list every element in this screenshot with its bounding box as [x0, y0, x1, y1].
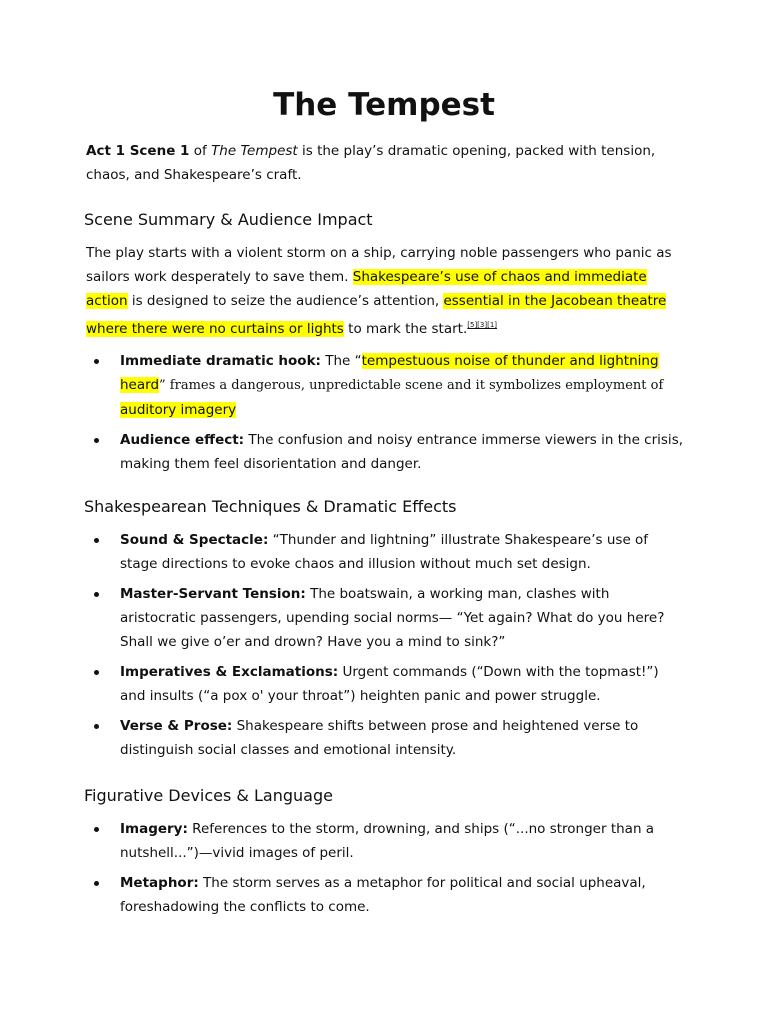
bullet-highlight: auditory imagery [120, 402, 237, 418]
bullet-text: The boatswain, a working man, clashes with aristocratic passengers, upending social norms— “Yet again? What do you here? Shall we give o’er and drown? Have you a mind to sink?” [120, 586, 665, 650]
intro-act: Act 1 Scene 1 [86, 143, 190, 159]
figurative-bullet-list [86, 817, 686, 919]
bullet-text: References to the storm, drowning, and ships (“...no stronger than a nutshell...”)—vivid images of peril. [120, 821, 655, 861]
techniques-bullet-list [86, 528, 686, 762]
intro-paragraph [86, 139, 686, 187]
bullet-text: Urgent commands (“Down with the topmast!”) and insults (“a pox o' your throat”) heighten panic and power struggle. [120, 664, 659, 704]
bullet-label: Immediate dramatic hook: [120, 353, 321, 369]
bullet-text: The confusion and noisy entrance immerse viewers in the crisis, making them feel disorientation and danger. [120, 432, 684, 472]
list-item [86, 871, 686, 919]
bullet-text: The storm serves as a metaphor for political and social upheaval, foreshadowing the conflicts to come. [120, 875, 646, 915]
summary-text-1: The play starts with a violent storm on a ship, carrying noble passengers who panic as sailors work desperately to save them. [86, 245, 672, 285]
summary-highlight-1: Shakespeare’s use of chaos and immediate action [86, 269, 647, 309]
bullet-text: The “ [320, 353, 362, 369]
section-heading-figurative: Figurative Devices & Language [84, 786, 333, 805]
bullet-icon [94, 670, 99, 675]
section-heading-techniques: Shakespearean Techniques & Dramatic Effects [84, 497, 457, 516]
list-item [86, 714, 686, 762]
bullet-icon [94, 881, 99, 886]
document-title: The Tempest [273, 87, 495, 123]
list-item [86, 428, 686, 476]
summary-highlight-2: essential in the Jacobean theatre where there were no curtains or lights [86, 293, 667, 337]
bullet-label: Metaphor: [120, 875, 199, 891]
intro-play-title: The Tempest [211, 143, 298, 159]
bullet-icon [94, 592, 99, 597]
summary-text-3: to mark the start. [343, 321, 468, 337]
bullet-icon [94, 724, 99, 729]
list-item [86, 817, 686, 865]
summary-text-2: is designed to seize the audience’s attention, [127, 293, 444, 309]
bullet-icon [94, 359, 99, 364]
bullet-label: Verse & Prose: [120, 718, 233, 734]
intro-of: of [189, 143, 212, 159]
list-item [86, 349, 686, 422]
bullet-text: “Thunder and lightning” illustrate Shakespeare’s use of stage directions to evoke chaos and illusion without much set design. [120, 532, 649, 572]
intro-rest: is the play’s dramatic opening, packed with tension, chaos, and Shakespeare’s craft. [86, 143, 656, 183]
citation-links[interactable]: [5][3][1] [467, 321, 498, 329]
bullet-label: Imagery: [120, 821, 188, 837]
bullet-icon [94, 827, 99, 832]
bullet-text: ” frames a dangerous, unpredictable scene and it symbolizes employment of [159, 378, 664, 393]
list-item [86, 528, 686, 576]
list-item [86, 582, 686, 654]
bullet-label: Audience effect: [120, 432, 245, 448]
bullet-highlight: tempestuous noise of thunder and lightning heard [120, 353, 659, 393]
summary-paragraph [86, 241, 686, 341]
bullet-label: Master-Servant Tension: [120, 586, 306, 602]
bullet-icon [94, 538, 99, 543]
bullet-label: Imperatives & Exclamations: [120, 664, 339, 680]
bullet-label: Sound & Spectacle: [120, 532, 269, 548]
list-item [86, 660, 686, 708]
bullet-icon [94, 438, 99, 443]
bullet-text: Shakespeare shifts between prose and heightened verse to distinguish social classes and emotional intensity. [120, 718, 639, 758]
section-heading-summary: Scene Summary & Audience Impact [84, 210, 373, 229]
summary-bullet-list [86, 349, 686, 476]
